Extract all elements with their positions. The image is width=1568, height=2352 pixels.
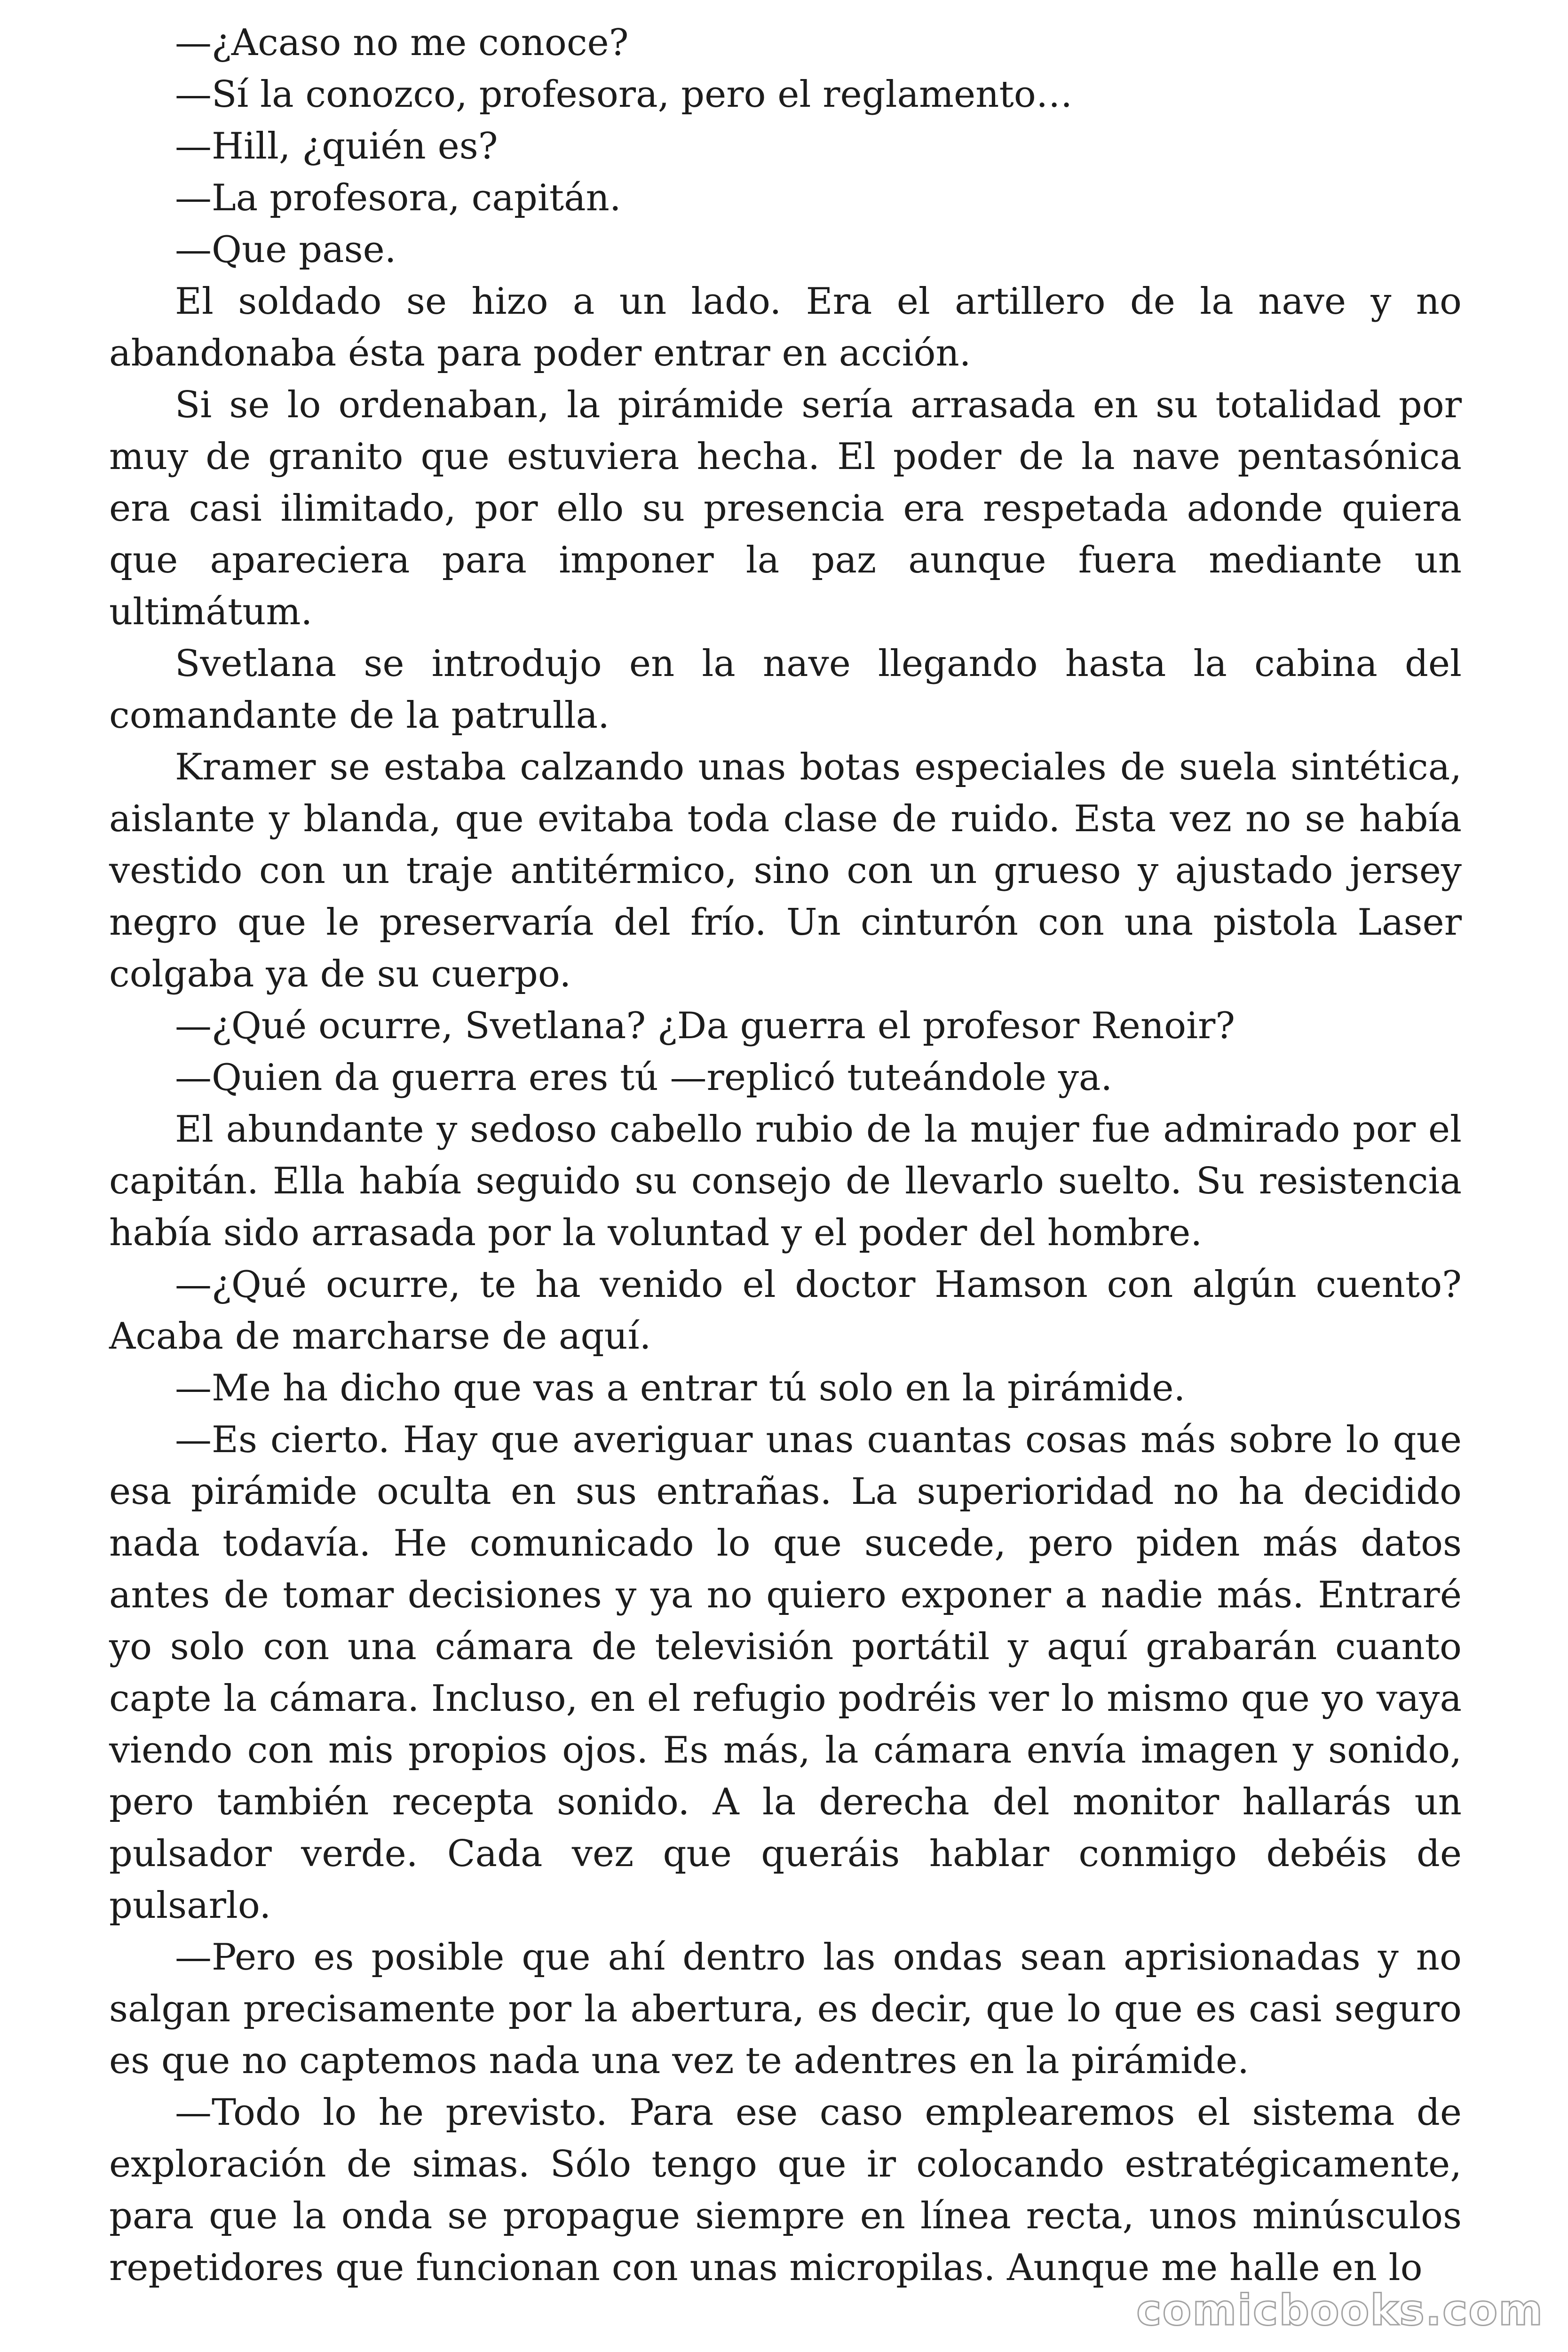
paragraph: —Que pase. bbox=[175, 229, 396, 271]
paragraph: —Todo lo he previsto. Para ese caso emplearemos el sistema de exploración de simas. Sólo tengo que ir colocando estratégicamente, para que la onda se propague siempre en línea recta, unos minúsculos repetidores que funcionan con unas micropilas. Aunque me halle en lo bbox=[109, 2091, 1462, 2289]
paragraph: —La profesora, capitán. bbox=[175, 177, 621, 219]
paragraph: Svetlana se introdujo en la nave llegando hasta la cabina del comandante de la patrulla. bbox=[109, 643, 1462, 737]
paragraph: —Quien da guerra eres tú —replicó tuteándole ya. bbox=[175, 1057, 1113, 1099]
paragraph: —¿Qué ocurre, Svetlana? ¿Da guerra el profesor Renoir? bbox=[175, 1005, 1235, 1047]
paragraph: —Sí la conozco, profesora, pero el reglamento… bbox=[175, 73, 1073, 116]
paragraph: Kramer se estaba calzando unas botas especiales de suela sintética, aislante y blanda, que evitaba toda clase de ruido. Esta vez no se había vestido con un traje antitérmico, sino con un grueso y ajustado jersey negro que le preservaría del frío. Un cinturón con una pistola Laser colgaba ya de su cuerpo. bbox=[109, 746, 1462, 995]
paragraph: El soldado se hizo a un lado. Era el artillero de la nave y no abandonaba ésta para poder entrar en acción. bbox=[109, 280, 1462, 374]
paragraph: —Hill, ¿quién es? bbox=[175, 125, 498, 167]
watermark-logo: comicbooks.com bbox=[1136, 2286, 1544, 2335]
book-page-text bbox=[109, 17, 1462, 2294]
paragraph: El abundante y sedoso cabello rubio de la mujer fue admirado por el capitán. Ella había seguido su consejo de llevarlo suelto. Su resistencia había sido arrasada por la voluntad y el poder del hombre. bbox=[109, 1108, 1462, 1254]
paragraph: —Es cierto. Hay que averiguar unas cuantas cosas más sobre lo que esa pirámide oculta en sus entrañas. La superioridad no ha decidido nada todavía. He comunicado lo que sucede, pero piden más datos antes de tomar decisiones y ya no quiero exponer a nadie más. Entraré yo solo con una cámara de televisión portátil y aquí grabarán cuanto capte la cámara. Incluso, en el refugio podréis ver lo mismo que yo vaya viendo con mis propios ojos. Es más, la cámara envía imagen y sonido, pero también recepta sonido. A la derecha del monitor hallarás un pulsador verde. Cada vez que queráis hablar conmigo debéis de pulsarlo. bbox=[109, 1419, 1462, 1927]
paragraph: —¿Qué ocurre, te ha venido el doctor Hamson con algún cuento? Acaba de marcharse de aquí. bbox=[109, 1263, 1462, 1358]
paragraph: —¿Acaso no me conoce? bbox=[175, 22, 629, 64]
paragraph: —Pero es posible que ahí dentro las ondas sean aprisionadas y no salgan precisamente por la abertura, es decir, que lo que es casi seguro es que no captemos nada una vez te adentres en la pirámide. bbox=[109, 1936, 1462, 2082]
paragraph: —Me ha dicho que vas a entrar tú solo en la pirámide. bbox=[175, 1367, 1186, 1409]
paragraph: Si se lo ordenaban, la pirámide sería arrasada en su totalidad por muy de granito que estuviera hecha. El poder de la nave pentasónica era casi ilimitado, por ello su presencia era respetada adonde quiera que apareciera para imponer la paz aunque fuera mediante un ultimátum. bbox=[109, 384, 1462, 633]
